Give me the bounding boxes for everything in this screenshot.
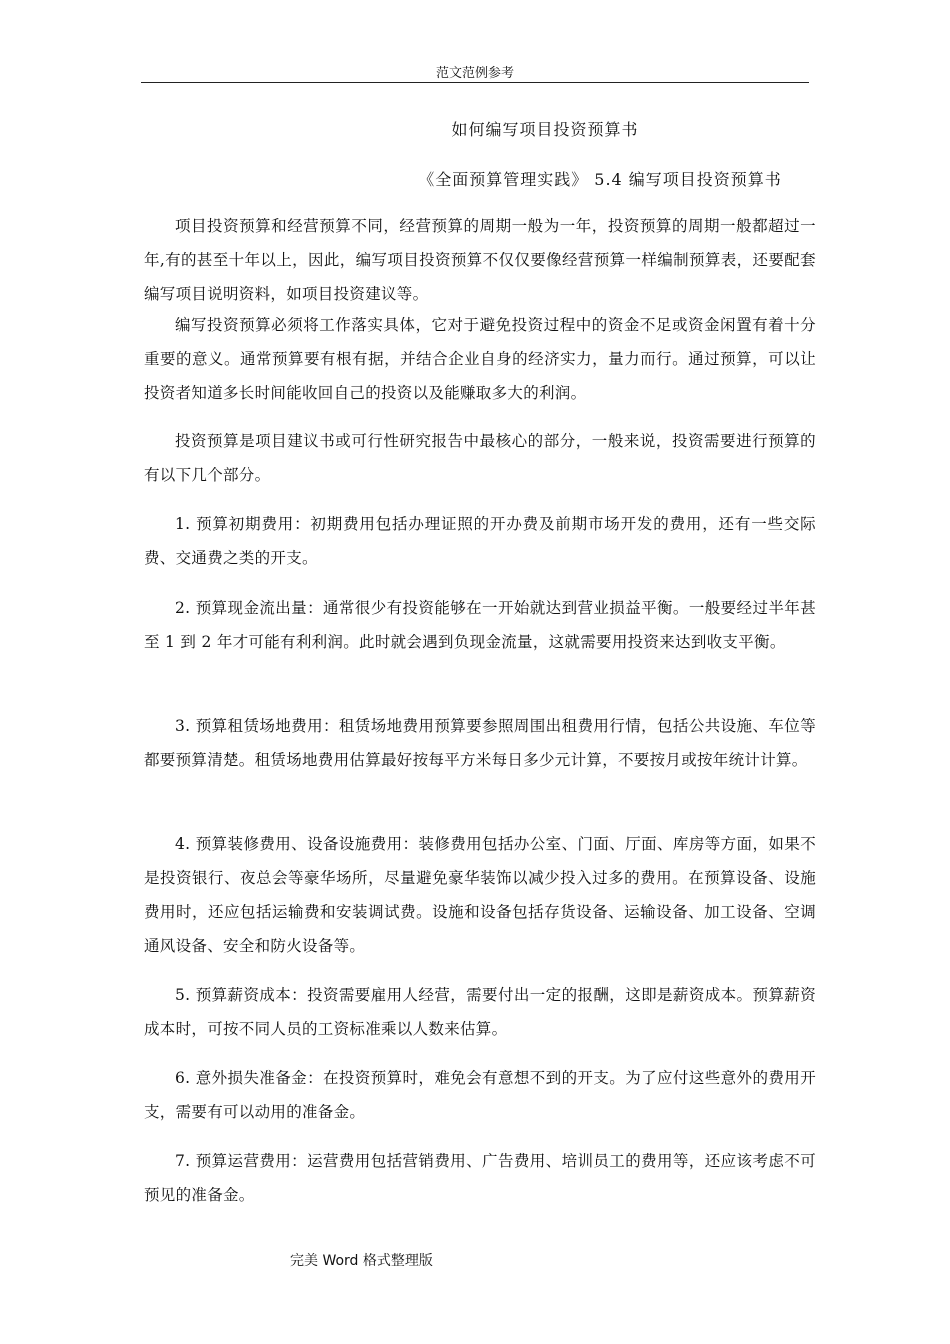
- paragraph-intro: 项目投资预算和经营预算不同，经营预算的周期一般为一年，投资预算的周期一般都超过一年,有的甚至十年以上，因此，编写项目投资预算不仅仅要像经营预算一样编制预算表，还要配套编写项目说明资料，如项目投资建议等。: [144, 217, 816, 303]
- list-item-operating: 7. 预算运营费用：运营费用包括营销费用、广告费用、培训员工的费用等，还应该考虑不可预见的准备金。: [144, 1152, 816, 1204]
- list-item-renovation: 4. 预算装修费用、设备设施费用：装修费用包括办公室、门面、厅面、库房等方面，如果不是投资银行、夜总会等豪华场所，尽量避免豪华装饰以减少投入过多的费用。在预算设备、设施费用时，还应包括运输费和安装调试费。设施和设备包括存货设备、运输设备、加工设备、空调通风设备、安全和防火设备等。: [144, 835, 816, 955]
- page-header: 范文范例参考: [435, 66, 514, 81]
- document-title: 如何编写项目投资预算书: [451, 120, 639, 139]
- list-item-salary: 5. 预算薪资成本：投资需要雇用人经营，需要付出一定的报酬，这即是薪资成本。预算薪资成本时，可按不同人员的工资标准乘以人数来估算。: [144, 986, 816, 1038]
- list-item-cash-outflow: 2. 预算现金流出量：通常很少有投资能够在一开始就达到营业损益平衡。一般要经过半年甚至 1 到 2 年才可能有利利润。此时就会遇到负现金流量，这就需要用投资来达到收支平衡。: [144, 599, 816, 651]
- list-item-rent: 3. 预算租赁场地费用：租赁场地费用预算要参照周围出租费用行情，包括公共设施、车位等都要预算清楚。租赁场地费用估算最好按每平方米每日多少元计算，不要按月或按年统计计算。: [144, 717, 816, 769]
- header-divider: [141, 82, 809, 83]
- list-item-contingency: 6. 意外损失准备金：在投资预算时，难免会有意想不到的开支。为了应付这些意外的费用开支，需要有可以动用的准备金。: [144, 1069, 816, 1121]
- paragraph-overview: 投资预算是项目建议书或可行性研究报告中最核心的部分，一般来说，投资需要进行预算的有以下几个部分。: [144, 432, 816, 484]
- page-footer: 完美 Word 格式整理版: [290, 1253, 433, 1269]
- document-subtitle: 《全面预算管理实践》 5.4 编写项目投资预算书: [418, 170, 782, 189]
- list-item-initial-costs: 1. 预算初期费用：初期费用包括办理证照的开办费及前期市场开发的费用，还有一些交际费、交通费之类的开支。: [144, 515, 816, 567]
- paragraph-importance: 编写投资预算必须将工作落实具体，它对于避免投资过程中的资金不足或资金闲置有着十分重要的意义。通常预算要有根有据，并结合企业自身的经济实力，量力而行。通过预算，可以让投资者知道多长时间能收回自己的投资以及能赚取多大的利润。: [144, 316, 816, 402]
